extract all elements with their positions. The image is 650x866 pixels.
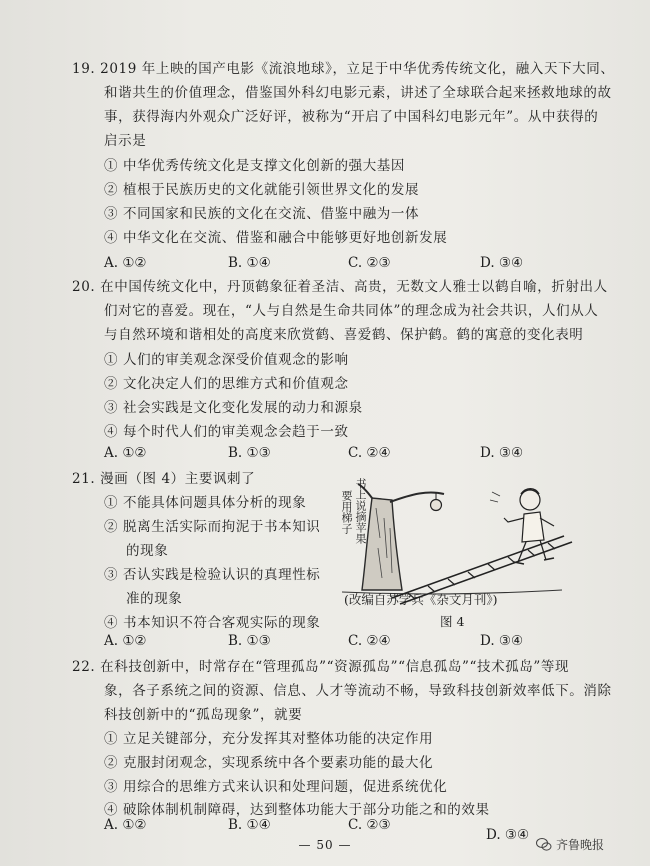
q22-item-4: ④ 破除体制机制障碍，达到整体功能大于部分功能之和的效果 [104,802,490,818]
q21-stem: 21. 漫画（图 4）主要讽刺了 [72,471,256,487]
q21-option-a[interactable]: A. ①② [104,633,147,649]
q19-stem-line-1: 19. 2019 年上映的国产电影《流浪地球》，立足于中华优秀传统文化，融入天下大同、 [72,61,615,77]
q19-option-d[interactable]: D. ③④ [480,255,524,271]
q21-item-2-cont: 的现象 [126,543,169,559]
q20-item-2: ② 文化决定人们的思维方式和价值观念 [104,376,349,392]
q20-item-1: ① 人们的审美观念深受价值观念的影响 [104,352,349,368]
q22-item-2: ② 克服封闭观念，实现系统中各个要素功能的最大化 [104,755,434,771]
q22-item-1: ① 立足关键部分，充分发挥其对整体功能的决定作用 [104,731,434,747]
q22-option-c[interactable]: C. ②③ [348,817,391,833]
q22-stem-line-3: 科技创新中的“孤岛现象”，就要 [104,707,303,723]
watermark [536,836,604,853]
q21-option-d[interactable]: D. ③④ [480,633,524,649]
q19-stem-line-2: 和谐共生的价值理念，借鉴国外科幻电影元素，讲述了全球联合起来拯救地球的故 [104,85,612,101]
q19-item-2: ② 植根于民族历史的文化就能引领世界文化的发展 [104,182,420,198]
q20-option-c[interactable]: C. ②④ [348,445,391,461]
q20-option-a[interactable]: A. ①② [104,445,147,461]
q21-option-c[interactable]: C. ②④ [348,633,391,649]
q22-stem-line-2: 象，各子系统之间的资源、信息、人才等流动不畅，导致科技创新效率低下。消除 [104,683,612,699]
q20-option-d[interactable]: D. ③④ [480,445,524,461]
wechat-icon [536,838,552,851]
cartoon-text-left: 要用梯子 [340,490,353,534]
cartoon-caption: (改编自苏学兵《杂文月刊》) [344,592,498,607]
q19-stem-line-3: 事，获得海内外观众广泛好评，被称为“开启了中国科幻电影元年”。从中获得的 [104,109,599,125]
q19-option-b[interactable]: B. ①④ [228,255,271,271]
page-number: — 50 — [298,838,352,852]
cartoon-text-right: 书上说摘苹果 [354,478,367,544]
q21-option-b[interactable]: B. ①③ [228,633,271,649]
q21-item-4: ④ 书本知识不符合客观实际的现象 [104,615,321,631]
q21-item-3-cont: 准的现象 [126,591,183,607]
q22-option-d[interactable]: D. ③④ [486,827,530,843]
q19-item-3: ③ 不同国家和民族的文化在交流、借鉴中融为一体 [104,206,420,222]
q19-item-1: ① 中华优秀传统文化是支撑文化创新的强大基因 [104,158,405,174]
q19-item-4: ④ 中华文化在交流、借鉴和融合中能够更好地创新发展 [104,230,448,246]
q20-stem-line-3: 与自然环境和谐相处的高度来欣赏鹤、喜爱鹤、保护鹤。鹤的寓意的变化表明 [104,327,584,343]
q20-item-4: ④ 每个时代人们的审美观念会趋于一致 [104,424,349,440]
q22-item-3: ③ 用综合的思维方式来认识和处理问题，促进系统优化 [104,779,448,795]
q19-stem-line-4: 启示是 [104,133,147,149]
q22-option-b[interactable]: B. ①④ [228,817,271,833]
q21-item-1: ① 不能具体问题具体分析的现象 [104,495,307,511]
figure-label: 图 4 [440,614,465,629]
q22-option-a[interactable]: A. ①② [104,817,147,833]
watermark-text: 齐鲁晚报 [556,838,605,852]
q22-stem-line-1: 22. 在科技创新中，时常存在“管理孤岛”“资源孤岛”“信息孤岛”“技术孤岛”等现 [72,659,570,675]
q20-stem-line-1: 20. 在中国传统文化中，丹顶鹤象征着圣洁、高贵，无数文人雅士以鹤自喻，折射出人 [72,279,608,295]
q21-item-3: ③ 否认实践是检验认识的真理性标 [104,567,321,583]
q20-option-b[interactable]: B. ①③ [228,445,271,461]
q21-item-2: ② 脱离生活实际而拘泥于书本知识 [104,519,321,535]
q20-item-3: ③ 社会实践是文化变化发展的动力和源泉 [104,400,363,416]
cartoon-figure [332,478,594,606]
q19-option-a[interactable]: A. ①② [104,255,147,271]
q20-stem-line-2: 们对它的喜爱。现在，“人与自然是生命共同体”的理念成为社会共识，人们从人 [104,303,599,319]
q19-option-c[interactable]: C. ②③ [348,255,391,271]
